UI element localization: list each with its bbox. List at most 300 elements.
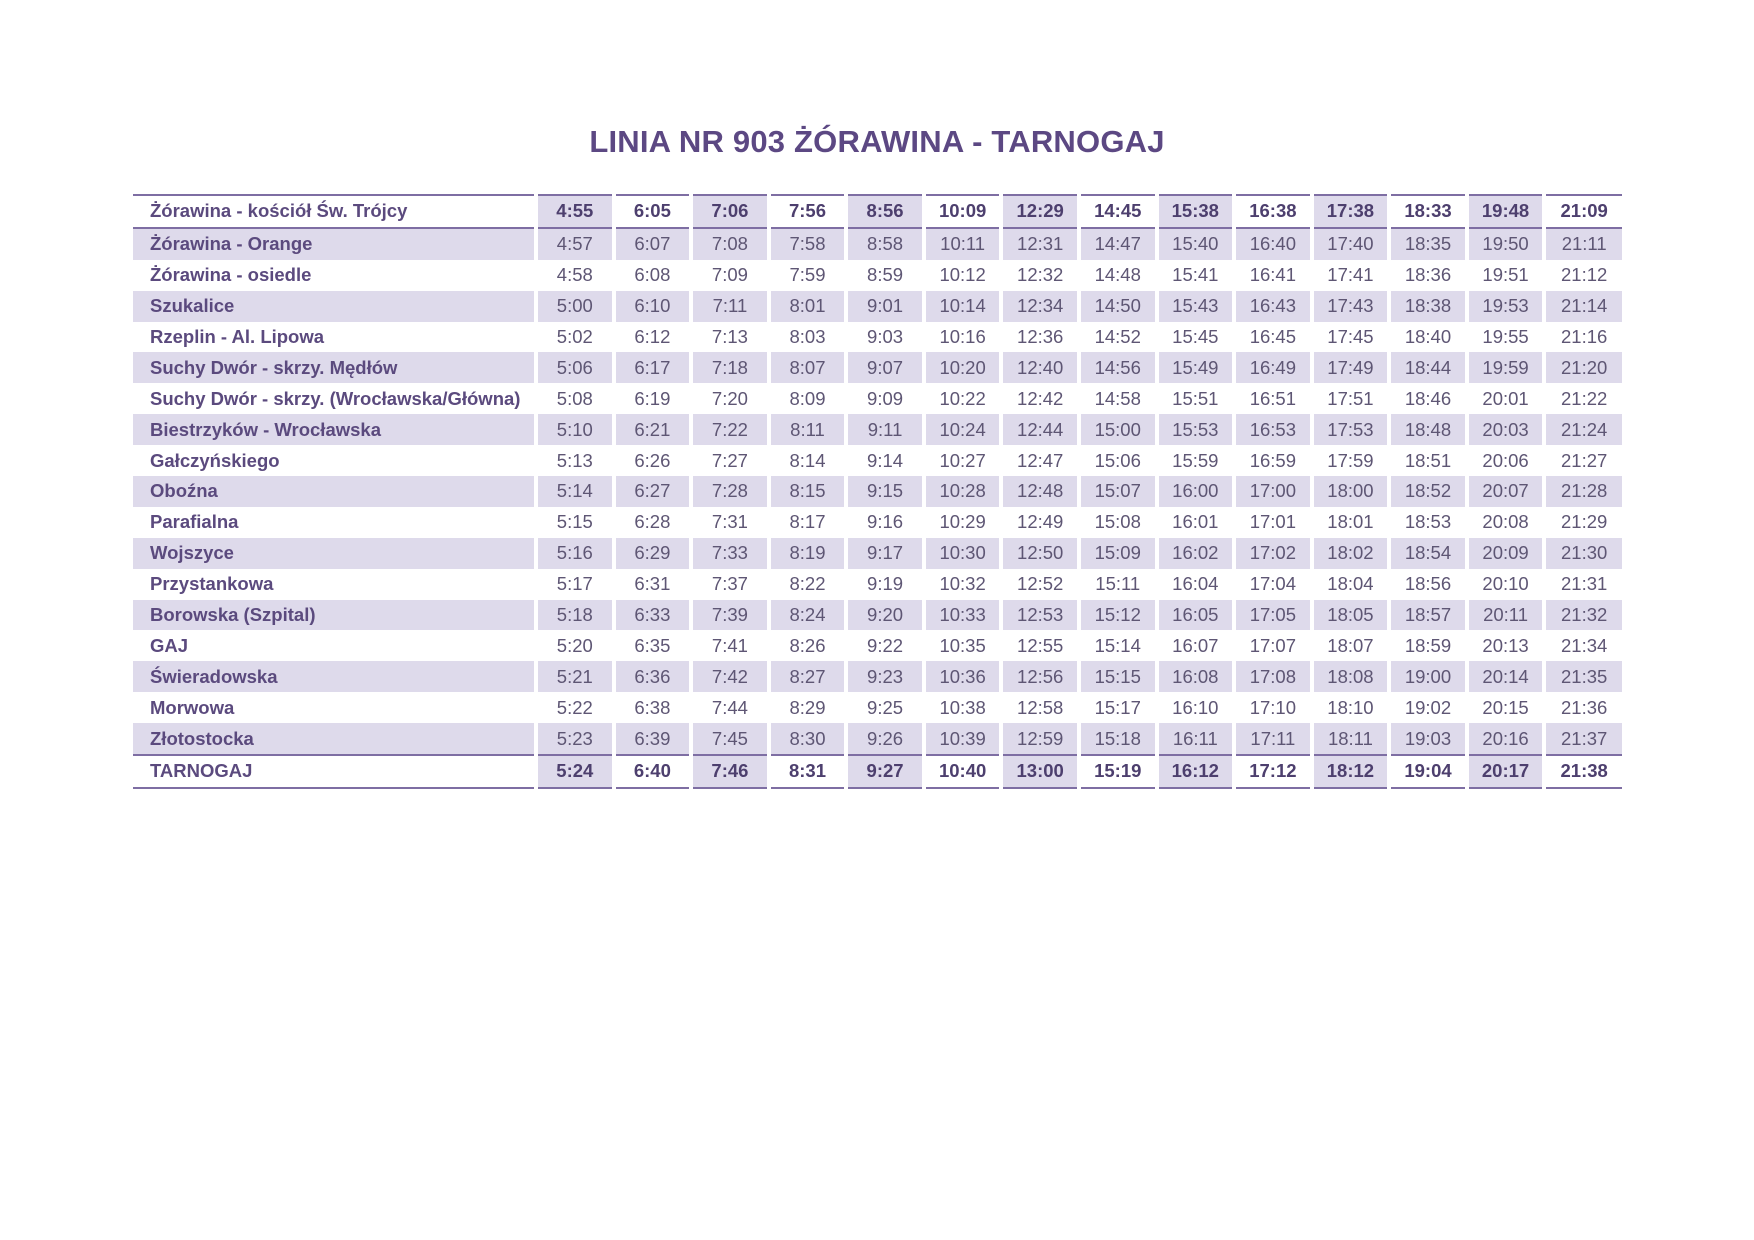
departure-time: 7:45 — [691, 723, 769, 755]
departure-time: 15:45 — [1157, 322, 1235, 353]
stop-name: Gałczyńskiego — [133, 445, 536, 476]
departure-time: 18:05 — [1312, 600, 1390, 631]
departure-time: 17:38 — [1312, 195, 1390, 228]
departure-time: 12:59 — [1001, 723, 1079, 755]
departure-time: 6:26 — [614, 445, 692, 476]
departure-time: 21:32 — [1544, 600, 1622, 631]
departure-time: 19:59 — [1467, 352, 1545, 383]
departure-time: 5:17 — [536, 569, 614, 600]
departure-time: 15:41 — [1157, 260, 1235, 291]
table-row — [133, 600, 1622, 631]
table-row — [133, 569, 1622, 600]
departure-time: 8:07 — [769, 352, 847, 383]
page-title: LINIA NR 903 ŻÓRAWINA - TARNOGAJ — [589, 124, 1165, 159]
departure-time: 14:56 — [1079, 352, 1157, 383]
departure-time: 16:05 — [1157, 600, 1235, 631]
departure-time: 19:53 — [1467, 291, 1545, 322]
departure-time: 12:34 — [1001, 291, 1079, 322]
departure-time: 8:17 — [769, 507, 847, 538]
departure-time: 5:21 — [536, 661, 614, 692]
table-row — [133, 414, 1622, 445]
departure-time: 17:43 — [1312, 291, 1390, 322]
departure-time: 18:56 — [1389, 569, 1467, 600]
departure-time: 17:05 — [1234, 600, 1312, 631]
departure-time: 20:17 — [1467, 755, 1545, 788]
departure-time: 5:10 — [536, 414, 614, 445]
departure-time: 15:38 — [1157, 195, 1235, 228]
departure-time: 19:48 — [1467, 195, 1545, 228]
departure-time: 12:47 — [1001, 445, 1079, 476]
departure-time: 10:39 — [924, 723, 1002, 755]
departure-time: 16:45 — [1234, 322, 1312, 353]
departure-time: 18:46 — [1389, 383, 1467, 414]
departure-time: 19:55 — [1467, 322, 1545, 353]
departure-time: 4:55 — [536, 195, 614, 228]
departure-time: 15:43 — [1157, 291, 1235, 322]
departure-time: 7:28 — [691, 476, 769, 507]
timetable-body — [133, 195, 1622, 788]
table-row — [133, 507, 1622, 538]
departure-time: 13:00 — [1001, 755, 1079, 788]
table-row — [133, 445, 1622, 476]
departure-time: 15:00 — [1079, 414, 1157, 445]
stop-name: Borowska (Szpital) — [133, 600, 536, 631]
departure-time: 16:43 — [1234, 291, 1312, 322]
departure-time: 20:15 — [1467, 692, 1545, 723]
departure-time: 6:21 — [614, 414, 692, 445]
departure-time: 18:51 — [1389, 445, 1467, 476]
departure-time: 10:09 — [924, 195, 1002, 228]
departure-time: 10:22 — [924, 383, 1002, 414]
departure-time: 7:11 — [691, 291, 769, 322]
departure-time: 21:28 — [1544, 476, 1622, 507]
departure-time: 17:01 — [1234, 507, 1312, 538]
table-row — [133, 692, 1622, 723]
departure-time: 20:11 — [1467, 600, 1545, 631]
departure-time: 18:38 — [1389, 291, 1467, 322]
departure-time: 15:07 — [1079, 476, 1157, 507]
departure-time: 21:37 — [1544, 723, 1622, 755]
departure-time: 7:33 — [691, 538, 769, 569]
departure-time: 16:53 — [1234, 414, 1312, 445]
departure-time: 12:56 — [1001, 661, 1079, 692]
departure-time: 10:20 — [924, 352, 1002, 383]
departure-time: 17:59 — [1312, 445, 1390, 476]
departure-time: 19:02 — [1389, 692, 1467, 723]
departure-time: 18:59 — [1389, 630, 1467, 661]
departure-time: 15:19 — [1079, 755, 1157, 788]
stop-name: Morwowa — [133, 692, 536, 723]
stop-name: Biestrzyków - Wrocławska — [133, 414, 536, 445]
departure-time: 17:04 — [1234, 569, 1312, 600]
departure-time: 18:12 — [1312, 755, 1390, 788]
departure-time: 8:31 — [769, 755, 847, 788]
departure-time: 19:50 — [1467, 228, 1545, 260]
departure-time: 15:40 — [1157, 228, 1235, 260]
departure-time: 8:01 — [769, 291, 847, 322]
departure-time: 9:16 — [846, 507, 924, 538]
departure-time: 6:36 — [614, 661, 692, 692]
departure-time: 6:28 — [614, 507, 692, 538]
departure-time: 4:58 — [536, 260, 614, 291]
departure-time: 8:09 — [769, 383, 847, 414]
departure-time: 18:07 — [1312, 630, 1390, 661]
departure-time: 6:19 — [614, 383, 692, 414]
departure-time: 9:09 — [846, 383, 924, 414]
departure-time: 7:18 — [691, 352, 769, 383]
departure-time: 8:24 — [769, 600, 847, 631]
departure-time: 19:00 — [1389, 661, 1467, 692]
departure-time: 17:51 — [1312, 383, 1390, 414]
departure-time: 10:16 — [924, 322, 1002, 353]
departure-time: 21:24 — [1544, 414, 1622, 445]
departure-time: 12:31 — [1001, 228, 1079, 260]
departure-time: 18:44 — [1389, 352, 1467, 383]
departure-time: 21:35 — [1544, 661, 1622, 692]
table-row — [133, 383, 1622, 414]
departure-time: 17:11 — [1234, 723, 1312, 755]
departure-time: 17:08 — [1234, 661, 1312, 692]
departure-time: 12:29 — [1001, 195, 1079, 228]
departure-time: 5:14 — [536, 476, 614, 507]
departure-time: 18:54 — [1389, 538, 1467, 569]
departure-time: 8:58 — [846, 228, 924, 260]
departure-time: 21:38 — [1544, 755, 1622, 788]
departure-time: 7:31 — [691, 507, 769, 538]
departure-time: 9:01 — [846, 291, 924, 322]
departure-time: 9:11 — [846, 414, 924, 445]
departure-time: 16:40 — [1234, 228, 1312, 260]
departure-time: 21:16 — [1544, 322, 1622, 353]
departure-time: 6:35 — [614, 630, 692, 661]
departure-time: 16:07 — [1157, 630, 1235, 661]
departure-time: 12:32 — [1001, 260, 1079, 291]
departure-time: 8:26 — [769, 630, 847, 661]
departure-time: 9:23 — [846, 661, 924, 692]
departure-time: 14:47 — [1079, 228, 1157, 260]
departure-time: 9:26 — [846, 723, 924, 755]
table-row — [133, 755, 1622, 788]
stop-name: Świeradowska — [133, 661, 536, 692]
departure-time: 12:52 — [1001, 569, 1079, 600]
departure-time: 15:51 — [1157, 383, 1235, 414]
departure-time: 18:36 — [1389, 260, 1467, 291]
departure-time: 17:12 — [1234, 755, 1312, 788]
departure-time: 16:01 — [1157, 507, 1235, 538]
departure-time: 21:31 — [1544, 569, 1622, 600]
departure-time: 8:27 — [769, 661, 847, 692]
departure-time: 16:41 — [1234, 260, 1312, 291]
departure-time: 7:39 — [691, 600, 769, 631]
departure-time: 5:24 — [536, 755, 614, 788]
departure-time: 18:11 — [1312, 723, 1390, 755]
departure-time: 21:36 — [1544, 692, 1622, 723]
departure-time: 18:08 — [1312, 661, 1390, 692]
departure-time: 5:18 — [536, 600, 614, 631]
stop-name: Suchy Dwór - skrzy. Mędłów — [133, 352, 536, 383]
departure-time: 5:00 — [536, 291, 614, 322]
departure-time: 18:10 — [1312, 692, 1390, 723]
departure-time: 6:12 — [614, 322, 692, 353]
departure-time: 7:42 — [691, 661, 769, 692]
departure-time: 8:11 — [769, 414, 847, 445]
departure-time: 6:05 — [614, 195, 692, 228]
departure-time: 21:22 — [1544, 383, 1622, 414]
departure-time: 7:08 — [691, 228, 769, 260]
stop-name: Wojszyce — [133, 538, 536, 569]
departure-time: 8:22 — [769, 569, 847, 600]
departure-time: 15:17 — [1079, 692, 1157, 723]
departure-time: 10:30 — [924, 538, 1002, 569]
departure-time: 14:45 — [1079, 195, 1157, 228]
departure-time: 5:13 — [536, 445, 614, 476]
departure-time: 10:28 — [924, 476, 1002, 507]
departure-time: 8:03 — [769, 322, 847, 353]
departure-time: 10:12 — [924, 260, 1002, 291]
departure-time: 21:09 — [1544, 195, 1622, 228]
departure-time: 12:42 — [1001, 383, 1079, 414]
departure-time: 5:02 — [536, 322, 614, 353]
timetable — [133, 194, 1622, 789]
departure-time: 10:29 — [924, 507, 1002, 538]
departure-time: 7:46 — [691, 755, 769, 788]
stop-name: Rzeplin - Al. Lipowa — [133, 322, 536, 353]
departure-time: 9:19 — [846, 569, 924, 600]
departure-time: 4:57 — [536, 228, 614, 260]
departure-time: 21:20 — [1544, 352, 1622, 383]
departure-time: 20:14 — [1467, 661, 1545, 692]
departure-time: 18:35 — [1389, 228, 1467, 260]
departure-time: 6:29 — [614, 538, 692, 569]
departure-time: 18:01 — [1312, 507, 1390, 538]
departure-time: 7:56 — [769, 195, 847, 228]
departure-time: 20:03 — [1467, 414, 1545, 445]
departure-time: 12:40 — [1001, 352, 1079, 383]
departure-time: 9:03 — [846, 322, 924, 353]
departure-time: 20:08 — [1467, 507, 1545, 538]
departure-time: 16:02 — [1157, 538, 1235, 569]
departure-time: 10:32 — [924, 569, 1002, 600]
departure-time: 5:15 — [536, 507, 614, 538]
departure-time: 12:48 — [1001, 476, 1079, 507]
departure-time: 15:06 — [1079, 445, 1157, 476]
departure-time: 15:15 — [1079, 661, 1157, 692]
departure-time: 7:41 — [691, 630, 769, 661]
departure-time: 8:56 — [846, 195, 924, 228]
departure-time: 14:50 — [1079, 291, 1157, 322]
departure-time: 6:33 — [614, 600, 692, 631]
departure-time: 15:14 — [1079, 630, 1157, 661]
departure-time: 21:12 — [1544, 260, 1622, 291]
departure-time: 9:20 — [846, 600, 924, 631]
departure-time: 16:12 — [1157, 755, 1235, 788]
departure-time: 18:00 — [1312, 476, 1390, 507]
departure-time: 10:36 — [924, 661, 1002, 692]
departure-time: 16:49 — [1234, 352, 1312, 383]
departure-time: 6:40 — [614, 755, 692, 788]
departure-time: 10:38 — [924, 692, 1002, 723]
departure-time: 10:14 — [924, 291, 1002, 322]
table-row — [133, 322, 1622, 353]
departure-time: 10:40 — [924, 755, 1002, 788]
departure-time: 12:58 — [1001, 692, 1079, 723]
departure-time: 6:17 — [614, 352, 692, 383]
table-row — [133, 723, 1622, 755]
departure-time: 16:08 — [1157, 661, 1235, 692]
departure-time: 10:33 — [924, 600, 1002, 631]
table-row — [133, 538, 1622, 569]
departure-time: 10:24 — [924, 414, 1002, 445]
departure-time: 17:49 — [1312, 352, 1390, 383]
stop-name: Parafialna — [133, 507, 536, 538]
departure-time: 19:04 — [1389, 755, 1467, 788]
departure-time: 15:11 — [1079, 569, 1157, 600]
departure-time: 17:45 — [1312, 322, 1390, 353]
table-row — [133, 260, 1622, 291]
departure-time: 15:59 — [1157, 445, 1235, 476]
departure-time: 20:13 — [1467, 630, 1545, 661]
departure-time: 20:07 — [1467, 476, 1545, 507]
departure-time: 17:40 — [1312, 228, 1390, 260]
departure-time: 16:59 — [1234, 445, 1312, 476]
departure-time: 5:22 — [536, 692, 614, 723]
departure-time: 18:57 — [1389, 600, 1467, 631]
departure-time: 9:07 — [846, 352, 924, 383]
departure-time: 17:41 — [1312, 260, 1390, 291]
departure-time: 15:12 — [1079, 600, 1157, 631]
departure-time: 6:08 — [614, 260, 692, 291]
stop-name: GAJ — [133, 630, 536, 661]
departure-time: 7:06 — [691, 195, 769, 228]
departure-time: 18:52 — [1389, 476, 1467, 507]
departure-time: 6:27 — [614, 476, 692, 507]
departure-time: 5:20 — [536, 630, 614, 661]
departure-time: 8:29 — [769, 692, 847, 723]
departure-time: 17:10 — [1234, 692, 1312, 723]
departure-time: 12:53 — [1001, 600, 1079, 631]
departure-time: 8:14 — [769, 445, 847, 476]
departure-time: 20:09 — [1467, 538, 1545, 569]
departure-time: 21:29 — [1544, 507, 1622, 538]
stop-name: Żórawina - Orange — [133, 228, 536, 260]
departure-time: 9:15 — [846, 476, 924, 507]
departure-time: 20:01 — [1467, 383, 1545, 414]
departure-time: 18:33 — [1389, 195, 1467, 228]
departure-time: 16:11 — [1157, 723, 1235, 755]
departure-time: 12:50 — [1001, 538, 1079, 569]
table-row — [133, 228, 1622, 260]
departure-time: 19:51 — [1467, 260, 1545, 291]
stop-name: Złotostocka — [133, 723, 536, 755]
departure-time: 12:36 — [1001, 322, 1079, 353]
departure-time: 14:48 — [1079, 260, 1157, 291]
departure-time: 18:02 — [1312, 538, 1390, 569]
departure-time: 20:10 — [1467, 569, 1545, 600]
departure-time: 16:04 — [1157, 569, 1235, 600]
departure-time: 15:53 — [1157, 414, 1235, 445]
departure-time: 18:40 — [1389, 322, 1467, 353]
departure-time: 17:53 — [1312, 414, 1390, 445]
departure-time: 9:17 — [846, 538, 924, 569]
departure-time: 16:51 — [1234, 383, 1312, 414]
table-row — [133, 291, 1622, 322]
departure-time: 17:07 — [1234, 630, 1312, 661]
departure-time: 8:19 — [769, 538, 847, 569]
departure-time: 8:30 — [769, 723, 847, 755]
departure-time: 7:09 — [691, 260, 769, 291]
departure-time: 15:08 — [1079, 507, 1157, 538]
table-row — [133, 661, 1622, 692]
departure-time: 10:27 — [924, 445, 1002, 476]
departure-time: 9:14 — [846, 445, 924, 476]
departure-time: 21:34 — [1544, 630, 1622, 661]
departure-time: 7:44 — [691, 692, 769, 723]
departure-time: 9:22 — [846, 630, 924, 661]
departure-time: 12:49 — [1001, 507, 1079, 538]
departure-time: 15:09 — [1079, 538, 1157, 569]
departure-time: 7:22 — [691, 414, 769, 445]
stop-name: Przystankowa — [133, 569, 536, 600]
departure-time: 17:02 — [1234, 538, 1312, 569]
departure-time: 16:10 — [1157, 692, 1235, 723]
departure-time: 14:52 — [1079, 322, 1157, 353]
departure-time: 14:58 — [1079, 383, 1157, 414]
departure-time: 6:07 — [614, 228, 692, 260]
departure-time: 20:16 — [1467, 723, 1545, 755]
departure-time: 18:04 — [1312, 569, 1390, 600]
departure-time: 17:00 — [1234, 476, 1312, 507]
departure-time: 7:58 — [769, 228, 847, 260]
departure-time: 21:27 — [1544, 445, 1622, 476]
departure-time: 18:48 — [1389, 414, 1467, 445]
departure-time: 21:14 — [1544, 291, 1622, 322]
departure-time: 10:11 — [924, 228, 1002, 260]
departure-time: 16:00 — [1157, 476, 1235, 507]
departure-time: 7:59 — [769, 260, 847, 291]
stop-name: Suchy Dwór - skrzy. (Wrocławska/Główna) — [133, 383, 536, 414]
stop-name: TARNOGAJ — [133, 755, 536, 788]
departure-time: 21:30 — [1544, 538, 1622, 569]
departure-time: 7:13 — [691, 322, 769, 353]
departure-time: 18:53 — [1389, 507, 1467, 538]
departure-time: 16:38 — [1234, 195, 1312, 228]
departure-time: 8:15 — [769, 476, 847, 507]
departure-time: 7:37 — [691, 569, 769, 600]
departure-time: 5:16 — [536, 538, 614, 569]
departure-time: 7:27 — [691, 445, 769, 476]
departure-time: 8:59 — [846, 260, 924, 291]
table-row — [133, 195, 1622, 228]
departure-time: 5:08 — [536, 383, 614, 414]
table-row — [133, 352, 1622, 383]
stop-name: Żórawina - kościół Św. Trójcy — [133, 195, 536, 228]
stop-name: Żórawina - osiedle — [133, 260, 536, 291]
table-row — [133, 630, 1622, 661]
departure-time: 10:35 — [924, 630, 1002, 661]
departure-time: 12:44 — [1001, 414, 1079, 445]
departure-time: 7:20 — [691, 383, 769, 414]
stop-name: Oboźna — [133, 476, 536, 507]
departure-time: 21:11 — [1544, 228, 1622, 260]
departure-time: 15:18 — [1079, 723, 1157, 755]
table-row — [133, 476, 1622, 507]
departure-time: 20:06 — [1467, 445, 1545, 476]
departure-time: 9:25 — [846, 692, 924, 723]
departure-time: 5:06 — [536, 352, 614, 383]
departure-time: 9:27 — [846, 755, 924, 788]
departure-time: 19:03 — [1389, 723, 1467, 755]
departure-time: 6:10 — [614, 291, 692, 322]
